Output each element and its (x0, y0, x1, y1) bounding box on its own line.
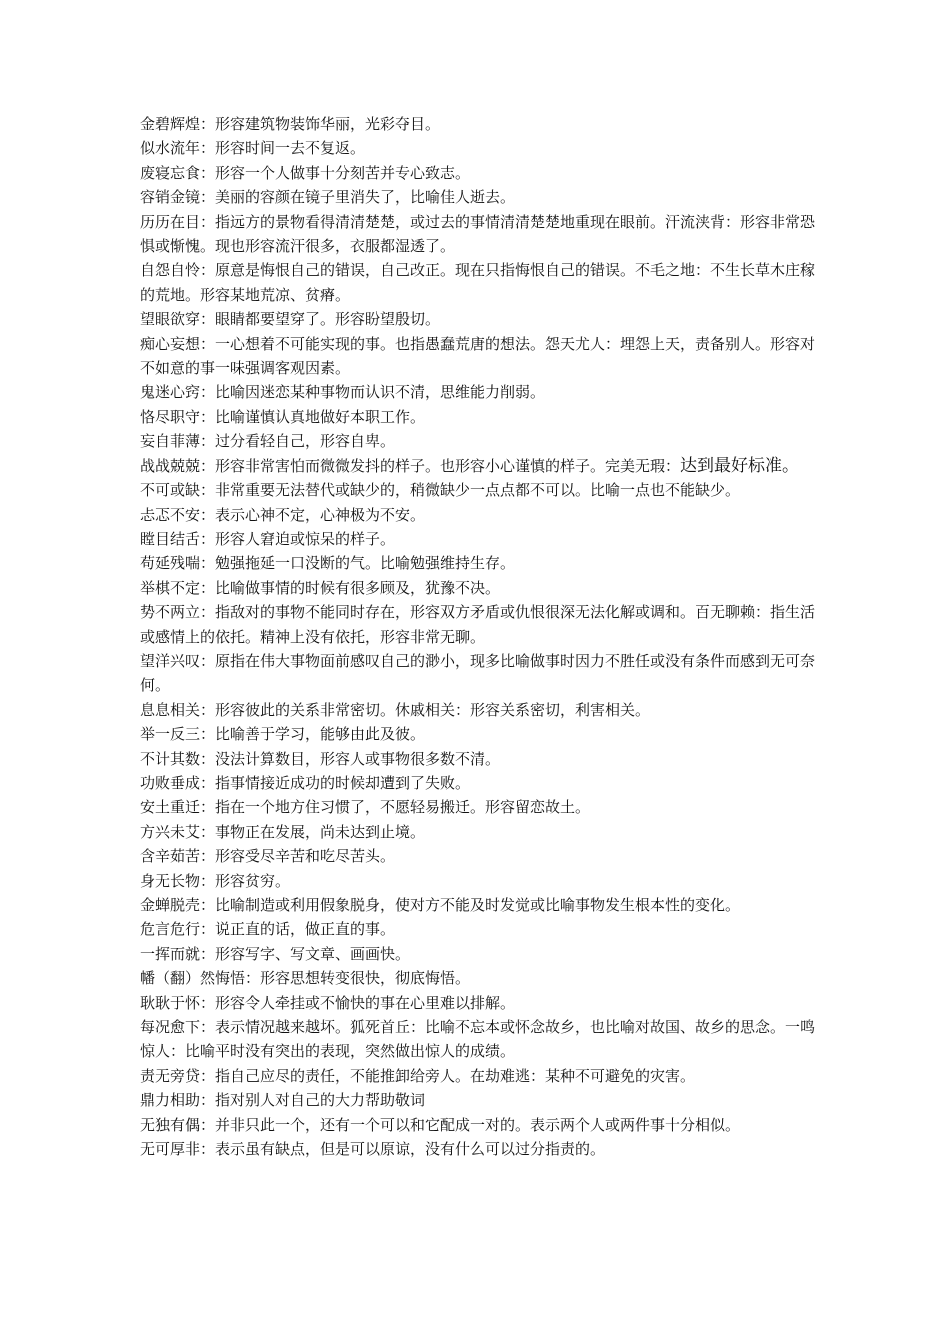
idiom-entry: 鬼迷心窍：比喻因迷恋某种事物而认识不清，思维能力削弱。 (140, 383, 546, 402)
idiom-entry (140, 454, 820, 478)
idiom-entry: 耿耿于怀：形容令人牵挂或不愉快的事在心里难以排解。 (140, 993, 516, 1012)
idiom-entry: 金蝉脱壳：比喻制造或利用假象脱身，使对方不能及时发觉或比喻事物发生根本性的变化。 (140, 896, 741, 914)
idiom-entry: 方兴未艾：事物正在发展，尚未达到止境。 (140, 822, 426, 841)
idiom-entry-tail: 达到最好标准。 (680, 455, 800, 476)
idiom-entry: 望洋兴叹：原指在伟大事物面前感叹自己的渺小，现多比喻做事时因力不胜任或没有条件而感到无可奈何。 (140, 651, 816, 695)
idiom-entry: 势不两立：指敌对的事物不能同时存在，形容双方矛盾或仇恨很深无法化解或调和。百无聊赖：指生活或感情上的依托。精神上没有依托，形容非常无聊。 (140, 603, 816, 646)
idiom-entry: 责无旁贷：指自己应尽的责任，不能推卸给旁人。在劫难逃：某种不可避免的灾害。 (140, 1066, 696, 1085)
idiom-entry: 不计其数：没法计算数目，形容人或事物很多数不清。 (140, 749, 501, 768)
idiom-entry: 一挥而就：形容写字、写文章、画画快。 (140, 944, 411, 963)
idiom-entry: 废寝忘食：形容一个人做事十分刻苦并专心致志。 (140, 163, 471, 182)
idiom-entry: 功败垂成：指事情接近成功的时候却遭到了失败。 (140, 773, 471, 792)
idiom-entry: 不可或缺：非常重要无法替代或缺少的，稍微缺少一点点都不可以。比喻一点也不能缺少。 (140, 481, 741, 500)
idiom-entry: 幡（翻）然悔悟：形容思想转变很快，彻底悔悟。 (140, 969, 471, 988)
idiom-entry-head: 战战兢兢：形容非常害怕而微微发抖的样子。也形容小心谨慎的样子。完美无瑕： (140, 456, 681, 475)
idiom-list (140, 112, 820, 1161)
idiom-entry: 安土重迁：指在一个地方住习惯了，不愿轻易搬迁。形容留恋故土。 (140, 798, 591, 817)
idiom-entry: 息息相关：形容彼此的关系非常密切。休戚相关：形容关系密切，利害相关。 (140, 700, 651, 719)
idiom-entry: 瞠目结舌：形容人窘迫或惊呆的样子。 (140, 529, 396, 548)
idiom-entry: 恪尽职守：比喻谨慎认真地做好本职工作。 (140, 407, 426, 426)
idiom-entry: 忐忑不安：表示心神不定，心神极为不安。 (140, 505, 426, 524)
idiom-entry: 无独有偶：并非只此一个，还有一个可以和它配成一对的。表示两个人或两件事十分相似。 (140, 1115, 741, 1134)
idiom-entry: 痴心妄想：一心想着不可能实现的事。也指愚蠢荒唐的想法。怨天尤人：埋怨上天，责备别人。形容对不如意的事一味强调客观因素。 (140, 334, 816, 378)
idiom-entry: 鼎力相助：指对别人对自己的大力帮助敬词 (140, 1091, 426, 1110)
idiom-entry: 举一反三：比喻善于学习，能够由此及彼。 (140, 725, 426, 744)
idiom-entry: 历历在目：指远方的景物看得清清楚楚，或过去的事情清清楚楚地重现在眼前。汗流浃背：形容非常恐惧或惭愧。现也形容流汗很多，衣服都湿透了。 (140, 212, 816, 256)
idiom-entry: 容销金镜：美丽的容颜在镜子里消失了，比喻佳人逝去。 (140, 188, 516, 207)
idiom-entry: 无可厚非：表示虽有缺点，但是可以原谅，没有什么可以过分指责的。 (140, 1140, 606, 1159)
idiom-entry: 望眼欲穿：眼睛都要望穿了。形容盼望殷切。 (140, 310, 441, 329)
idiom-entry: 举棋不定：比喻做事情的时候有很多顾及，犹豫不决。 (140, 578, 501, 597)
idiom-entry: 自怨自怜：原意是悔恨自己的错误，自己改正。现在只指悔恨自己的错误。不毛之地：不生长草木庄稼的荒地。形容某地荒凉、贫瘠。 (140, 261, 816, 304)
idiom-entry: 含辛茹苦：形容受尽辛苦和吃尽苦头。 (140, 847, 396, 866)
idiom-entry: 金碧辉煌：形容建筑物装饰华丽，光彩夺目。 (140, 115, 441, 133)
idiom-entry: 苟延残喘：勉强拖延一口没断的气。比喻勉强维持生存。 (140, 554, 516, 573)
idiom-entry: 身无长物：形容贫穷。 (140, 871, 291, 890)
idiom-entry: 危言危行：说正直的话，做正直的事。 (140, 920, 396, 939)
idiom-entry: 妄自菲薄：过分看轻自己，形容自卑。 (140, 432, 396, 451)
idiom-entry: 似水流年：形容时间一去不复返。 (140, 139, 366, 158)
idiom-entry: 每况愈下：表示情况越来越坏。狐死首丘：比喻不忘本或怀念故乡，也比喻对故国、故乡的思念。一鸣惊人：比喻平时没有突出的表现，突然做出惊人的成绩。 (140, 1018, 816, 1061)
